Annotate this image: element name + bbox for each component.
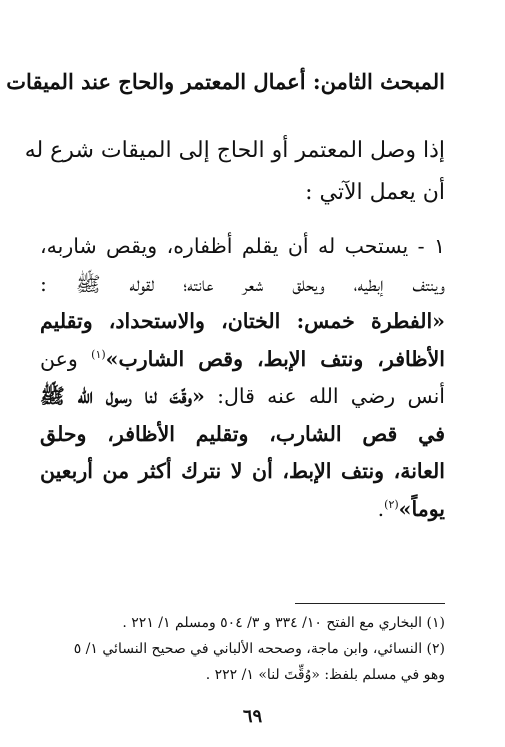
- body-line-4-tail: وعن: [40, 346, 92, 371]
- body-line-6: في قص الشارب، وتقليم الأظافر، وحلق: [40, 421, 445, 446]
- hadith-quote-2-end: يوماً»: [398, 496, 445, 521]
- body-line-7: العانة، ونتف الإبط، أن لا نترك أكثر من أربعين: [40, 459, 445, 483]
- footnote-1: (١) البخاري مع الفتح ١٠/ ٣٣٤ و ٣/ ٥٠٤ ومسلم ١/ ٢٢١ .: [122, 615, 445, 631]
- intro-paragraph: [24, 130, 445, 214]
- body-paragraph: [40, 228, 445, 528]
- footnote-ref-1: (١): [91, 347, 106, 361]
- body-line-1: ١ - يستحب له أن يقلم أظفاره، ويقص شاربه،: [40, 234, 445, 258]
- footnote-2-continued: وهو في مسلم بلفظ: «وُقِّتَ لنا» ١/ ٢٢٢ .: [205, 667, 445, 683]
- hadith-quote-2-start: «وقّتَ لنا رسول الله ﷺ: [40, 384, 205, 408]
- page-number: ٦٩: [242, 706, 263, 727]
- body-line-8: [40, 491, 445, 529]
- intro-line-1: إذا وصل المعتمر أو الحاج إلى الميقات شرع له: [24, 138, 445, 163]
- footnote-divider: [295, 603, 445, 604]
- footnote-ref-2: (٢): [384, 497, 399, 511]
- section-heading: المبحث الثامن: أعمال المعتمر والحاج عند الميقات: [6, 69, 445, 94]
- body-line-8-tail: .: [377, 496, 385, 521]
- intro-line-2: أن يعمل الآتي :: [305, 180, 445, 205]
- narrator-text: أنس رضي الله عنه قال:: [204, 384, 445, 408]
- body-line-4: [40, 341, 445, 379]
- body-line-5: [40, 378, 445, 416]
- footnote-2: (٢) النسائي، وابن ماجة، وصححه الألباني في صحيح النسائي ١/ ٥: [73, 641, 445, 657]
- hadith-quote-1-end: الأظافر، ونتف الإبط، وقص الشارب»: [105, 346, 445, 371]
- body-line-3: «الفطرة خمس: الختان، والاستحداد، وتقليم: [40, 309, 445, 333]
- body-line-2: وينتف إبطيه، ويحلق شعر عانته؛ لقوله ﷺ :: [40, 271, 445, 296]
- footnotes: [40, 610, 445, 688]
